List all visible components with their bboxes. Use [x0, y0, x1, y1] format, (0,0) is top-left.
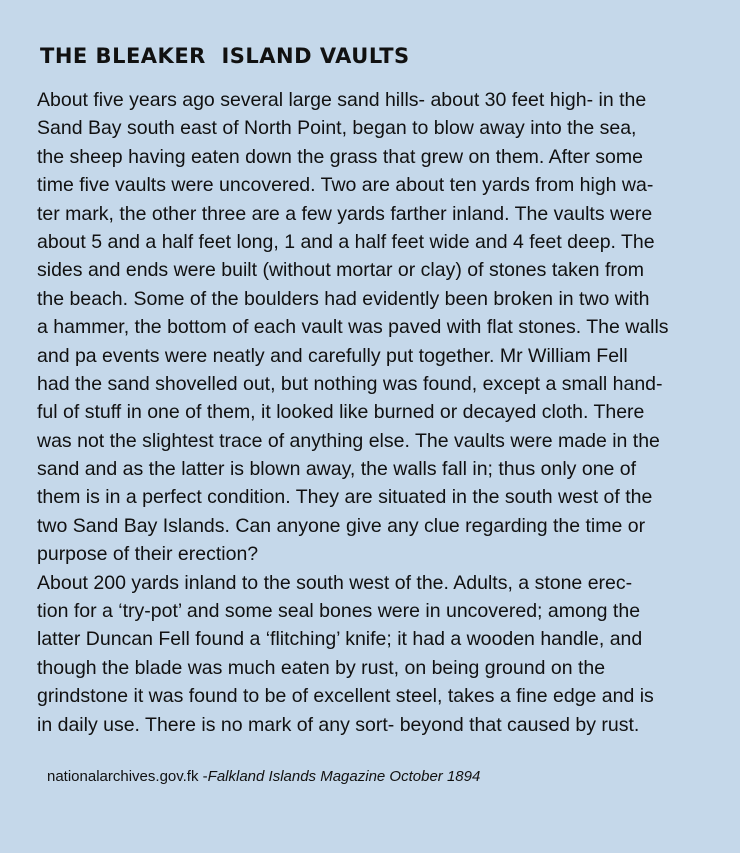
source-separator: -	[198, 768, 208, 785]
text-line: though the blade was much eaten by rust, on being ground on the	[37, 656, 606, 679]
text-line: about 5 and a half feet long, 1 and a half feet wide and 4 feet deep. The	[37, 230, 655, 253]
text-line: About 200 yards inland to the south west of the. Adults, a stone erec-	[37, 571, 633, 594]
text-line: was not the slightest trace of anything else. The vaults were made in the	[37, 429, 660, 452]
text-line: purpose of their erection?	[37, 543, 259, 566]
source-magazine: Falkland Islands Magazine October 1894	[207, 768, 481, 785]
text-line: grindstone it was found to be of excellent steel, takes a fine edge and is	[37, 685, 654, 708]
text-line: the sheep having eaten down the grass that grew on them. After some	[37, 145, 643, 168]
text-line: Sand Bay south east of North Point, began to blow away into the sea,	[37, 117, 637, 140]
text-line: latter Duncan Fell found a ‘flitching’ knife; it had a wooden handle, and	[37, 628, 643, 651]
text-line: ter mark, the other three are a few yards farther inland. The vaults were	[37, 202, 653, 225]
text-line: a hammer, the bottom of each vault was paved with flat stones. The walls	[37, 316, 669, 339]
text-line: and pa events were neatly and carefully put together. Mr William Fell	[37, 344, 628, 367]
text-line: time five vaults were uncovered. Two are about ten yards from high wa-	[37, 174, 654, 197]
text-line: sand and as the latter is blown away, the walls fall in; thus only one of	[37, 458, 637, 481]
text-line: two Sand Bay Islands. Can anyone give any clue regarding the time or	[37, 514, 646, 537]
text-line: tion for a ‘try-pot’ and some seal bones were in uncovered; among the	[37, 600, 641, 623]
article-body	[37, 86, 705, 739]
source-citation	[47, 766, 480, 788]
text-line: had the sand shovelled out, but nothing was found, except a small hand-	[37, 372, 663, 395]
source-site: nationalarchives.gov.fk	[47, 768, 199, 785]
text-line: them is in a perfect condition. They are situated in the south west of the	[37, 486, 653, 509]
article-title: THE BLEAKER ISLAND VAULTS	[40, 44, 410, 68]
text-line: ful of stuff in one of them, it looked like burned or decayed cloth. There	[37, 401, 645, 424]
text-line: sides and ends were built (without mortar or clay) of stones taken from	[37, 259, 644, 282]
text-line: in daily use. There is no mark of any sort- beyond that caused by rust.	[37, 713, 640, 736]
text-line: the beach. Some of the boulders had evidently been broken in two with	[37, 287, 650, 310]
text-line: About five years ago several large sand hills- about 30 feet high- in the	[37, 89, 647, 111]
